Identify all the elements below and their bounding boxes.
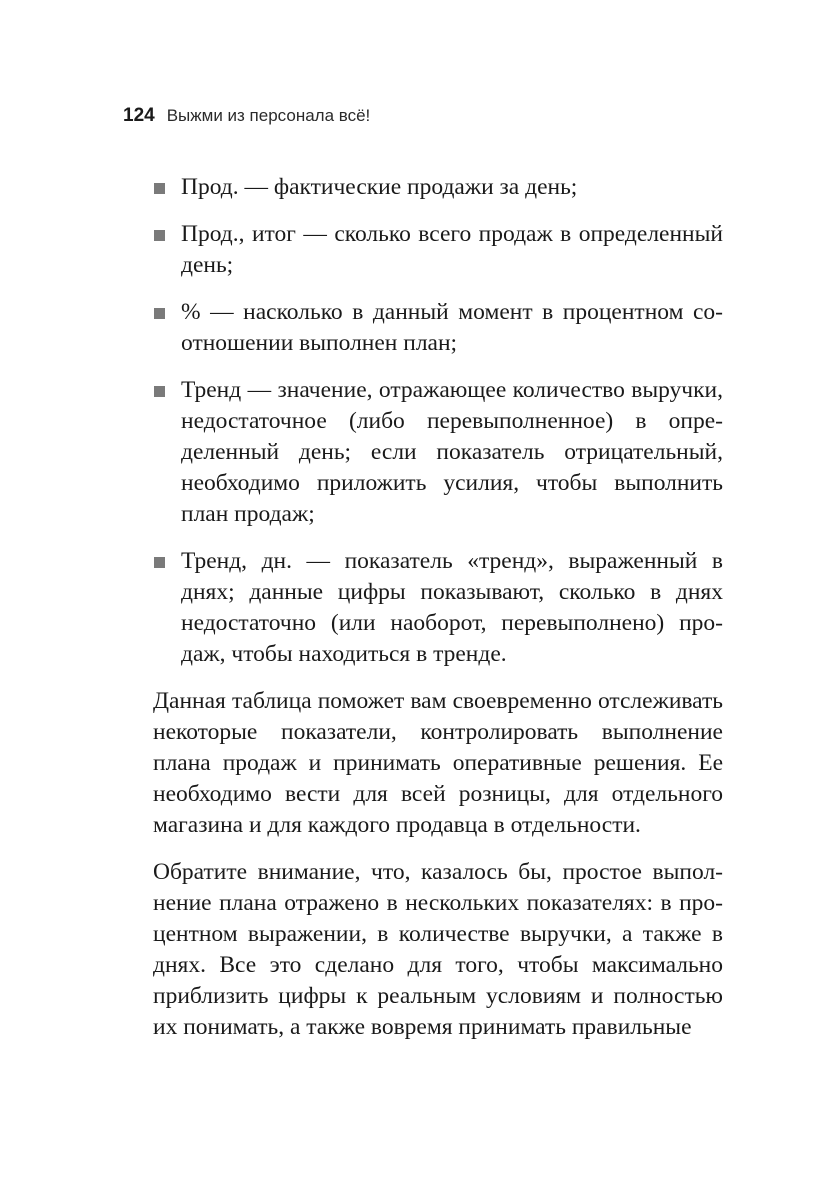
square-bullet-icon: [154, 557, 165, 568]
square-bullet-icon: [154, 308, 165, 319]
list-item-text: Тренд — значение, отражающее количество выручки, недостаточное (либо перевыполненное) в определенный день; если показатель отрицательный, необходимо приложить усилия, чтобы выполнить план продаж;: [181, 377, 723, 527]
list-item-text: Тренд, дн. — показатель «тренд», выраженный в днях; данные цифры показывают, сколько в днях недостаточно (или наоборот, перевыполнено) продаж, чтобы находиться в тренде.: [181, 548, 723, 667]
list-item: [153, 546, 723, 670]
list-item: [153, 297, 723, 359]
page-body: [153, 172, 723, 1043]
list-item-text: % — насколько в данный момент в процентном соотношении выполнен план;: [181, 299, 723, 356]
bullet-list: [153, 172, 723, 670]
list-item: [153, 219, 723, 281]
running-header: [123, 104, 370, 128]
paragraph: Данная таблица поможет вам своевременно отслеживать некоторые показатели, контролировать выполнение плана продаж и принимать оперативные решения. Ее необходимо вести для всей розницы, для отдельного магазина и для каждого продавца в отдельности.: [153, 688, 723, 838]
page-number: 124: [123, 105, 155, 126]
list-item: [153, 172, 723, 203]
square-bullet-icon: [154, 183, 165, 194]
paragraph: Обратите внимание, что, казалось бы, простое выполнение плана отражено в нескольких показателях: в процентном выражении, в количестве выручки, а также в днях. Все это сделано для того, чтобы максимально приблизить цифры к реальным условиям и полностью их понимать, а также вовремя принимать правильные: [153, 859, 723, 1040]
list-item: [153, 375, 723, 530]
list-item-text: Прод. — фактические продажи за день;: [181, 174, 578, 200]
square-bullet-icon: [154, 230, 165, 241]
running-title: Выжми из персонала всё!: [166, 106, 371, 125]
list-item-text: Прод., итог — сколько всего продаж в определенный день;: [181, 221, 723, 278]
square-bullet-icon: [154, 386, 165, 397]
